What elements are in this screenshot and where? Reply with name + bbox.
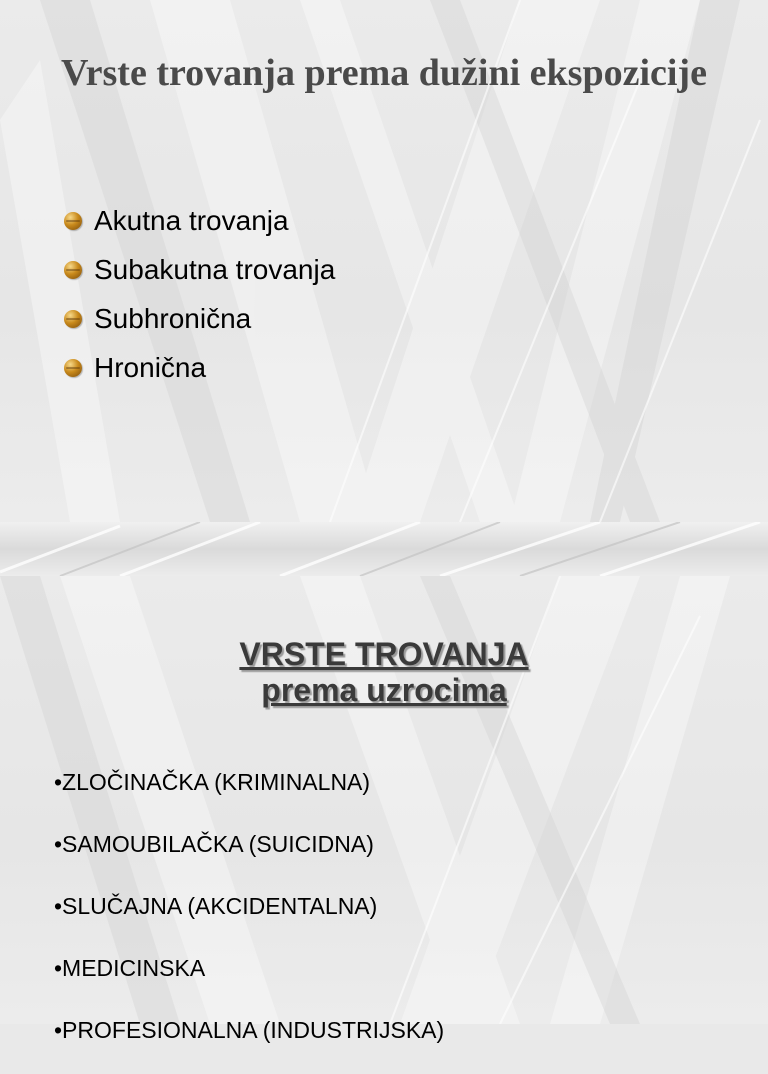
golden-ball-icon — [64, 261, 82, 279]
bullet-text: Subakutna trovanja — [94, 253, 336, 285]
list-item — [64, 343, 335, 392]
list-item — [64, 245, 335, 294]
bullet-text: Subhronična — [94, 302, 252, 334]
list-item — [64, 294, 335, 343]
list-item — [64, 196, 335, 245]
slide-1 — [0, 0, 768, 522]
golden-ball-icon — [64, 359, 82, 377]
golden-ball-icon — [64, 310, 82, 328]
bullet-text: Akutna trovanja — [94, 204, 289, 236]
slide-2-title-line-1: VRSTE TROVANJA — [239, 636, 529, 672]
slide-2-cause-list — [54, 764, 444, 1074]
slide-2-title-line-2: prema uzrocima — [261, 672, 507, 708]
slide-1-bullet-list — [64, 196, 335, 392]
list-item: •SAMOUBILAČKA (SUICIDNA) — [54, 831, 374, 857]
separator-pattern — [0, 522, 768, 576]
list-item: •ZLOČINAČKA (KRIMINALNA) — [54, 769, 371, 795]
slide-2-title — [60, 636, 708, 708]
list-item: •PROFESIONALNA (INDUSTRIJSKA) — [54, 1017, 445, 1043]
slide-1-title: Vrste trovanja prema dužini ekspozicije — [61, 52, 707, 94]
list-item: •SLUČAJNA (AKCIDENTALNA) — [54, 893, 378, 919]
slide-separator — [0, 522, 768, 576]
list-item: •MEDICINSKA — [54, 955, 206, 981]
golden-ball-icon — [64, 212, 82, 230]
bullet-text: Hronična — [94, 351, 207, 383]
